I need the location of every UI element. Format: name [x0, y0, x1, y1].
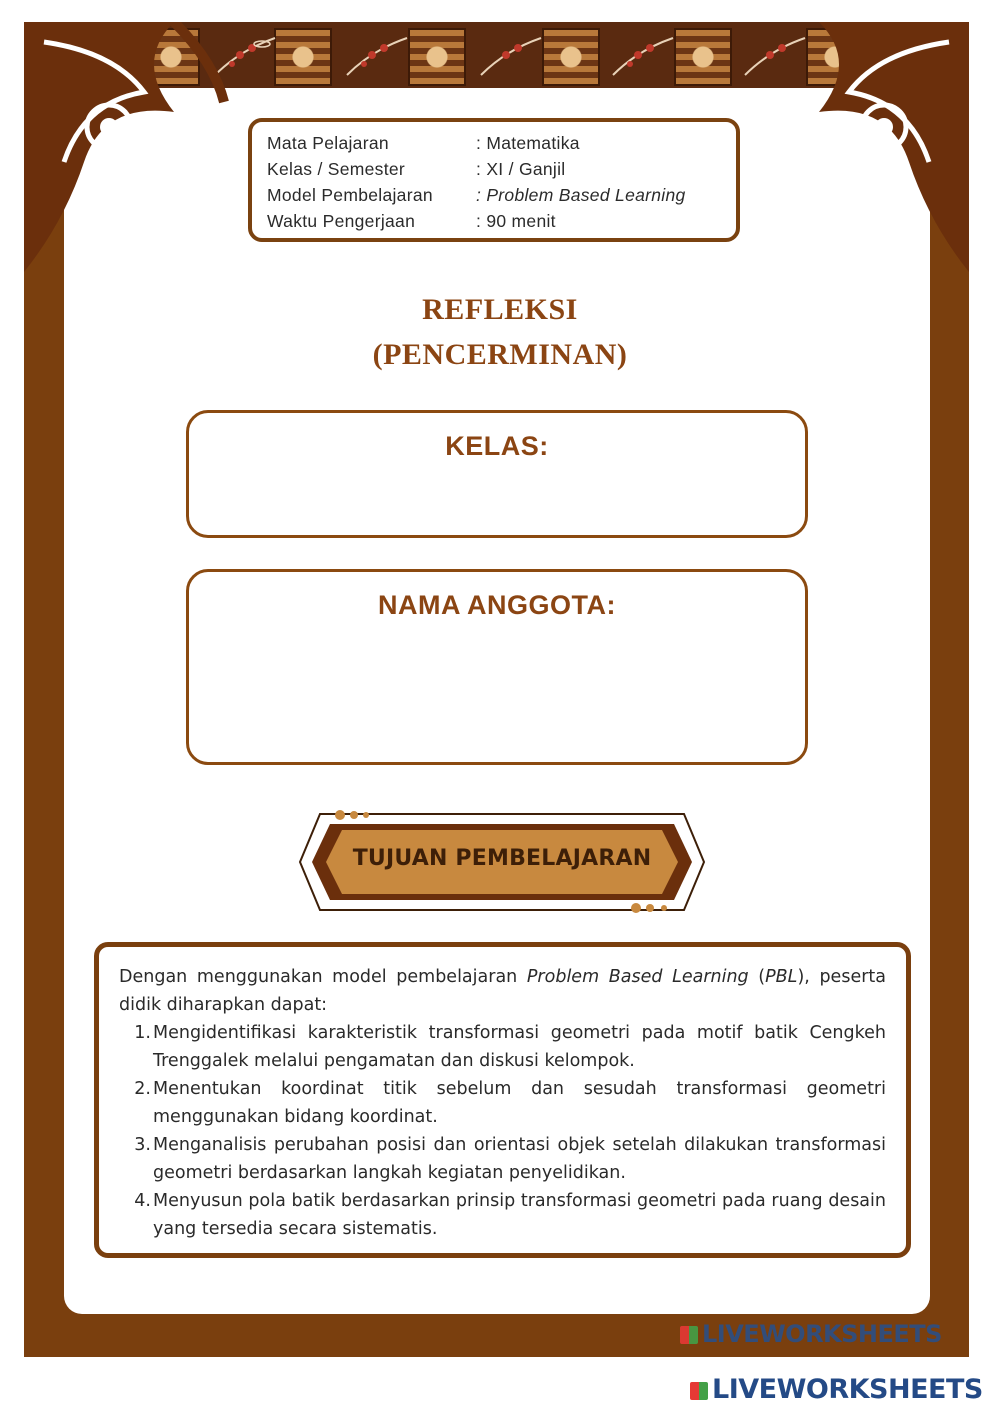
info-label: Model Pembelajaran	[267, 185, 433, 205]
info-label: Kelas / Semester	[267, 159, 406, 179]
page-title: REFLEKSI	[422, 293, 578, 326]
list-item	[119, 1187, 886, 1243]
goals-intro-text: ), peserta didik diharapkan dapat:	[119, 967, 886, 1015]
subject-info-box	[248, 118, 740, 242]
list-item	[119, 1131, 886, 1187]
info-value: : XI / Ganjil	[476, 159, 566, 179]
clove-flower-icon	[476, 30, 546, 80]
clove-flower-icon	[342, 30, 412, 80]
batik-corner-ornament-icon	[24, 22, 234, 277]
liveworksheets-logo-link[interactable]	[690, 1374, 983, 1405]
nama-anggota-field[interactable]	[186, 569, 808, 765]
watermark-text: LIVEWORKSHEETS	[702, 1320, 942, 1348]
liveworksheets-logo-icon	[680, 1326, 698, 1344]
goal-text: Mengidentifikasi karakteristik transformasi geometri pada motif batik Cengkeh Trenggalek melalui pengamatan dan diskusi kelompok.	[153, 1023, 886, 1071]
info-row-time	[267, 208, 736, 234]
goals-intro	[119, 963, 886, 1019]
goals-intro-text: Dengan menggunakan model pembelajaran	[119, 967, 527, 987]
liveworksheets-watermark	[680, 1320, 942, 1348]
batik-tile-icon	[674, 28, 732, 86]
page-subtitle: (PENCERMINAN)	[372, 338, 628, 371]
goal-number: 2.	[134, 1079, 151, 1099]
nama-anggota-label: NAMA ANGGOTA:	[378, 590, 616, 620]
goal-text: Menganalisis perubahan posisi dan orientasi objek setelah dilakukan transformasi geometri berdasarkan langkah kegiatan penyelidikan.	[153, 1135, 886, 1183]
info-value: : Matematika	[476, 133, 580, 153]
info-label: Mata Pelajaran	[267, 133, 389, 153]
goal-number: 4.	[134, 1191, 151, 1211]
watermark-text: LIVEWORKSHEETS	[712, 1374, 983, 1405]
info-value: : Problem Based Learning	[476, 185, 686, 205]
goal-text: Menentukan koordinat titik sebelum dan sesudah transformasi geometri menggunakan bidang koordinat.	[153, 1079, 886, 1127]
goals-intro-model: Problem Based Learning	[526, 967, 749, 987]
goals-intro-text: (	[748, 967, 766, 987]
batik-tile-icon	[274, 28, 332, 86]
info-label: Waktu Pengerjaan	[267, 211, 416, 231]
goal-text: Menyusun pola batik berdasarkan prinsip transformasi geometri pada ruang desain yang tersedia secara sistematis.	[153, 1191, 886, 1239]
goals-intro-abbr: PBL	[765, 967, 798, 987]
list-item	[119, 1075, 886, 1131]
clove-flower-icon	[608, 30, 678, 80]
batik-tile-icon	[542, 28, 600, 86]
info-row-subject	[267, 130, 736, 156]
info-row-class	[267, 156, 736, 182]
batik-tile-icon	[408, 28, 466, 86]
goal-number: 3.	[134, 1135, 151, 1155]
learning-goals-box	[94, 942, 911, 1258]
batik-corner-ornament-icon	[759, 22, 969, 277]
goals-list	[119, 1019, 886, 1243]
kelas-field[interactable]	[186, 410, 808, 538]
learning-goals-title: TUJUAN PEMBELAJARAN	[352, 846, 652, 871]
kelas-label: KELAS:	[445, 431, 549, 461]
goal-number: 1.	[134, 1023, 151, 1043]
info-value: : 90 menit	[476, 211, 556, 231]
list-item	[119, 1019, 886, 1075]
info-row-model	[267, 182, 736, 208]
liveworksheets-logo-icon	[690, 1382, 708, 1400]
